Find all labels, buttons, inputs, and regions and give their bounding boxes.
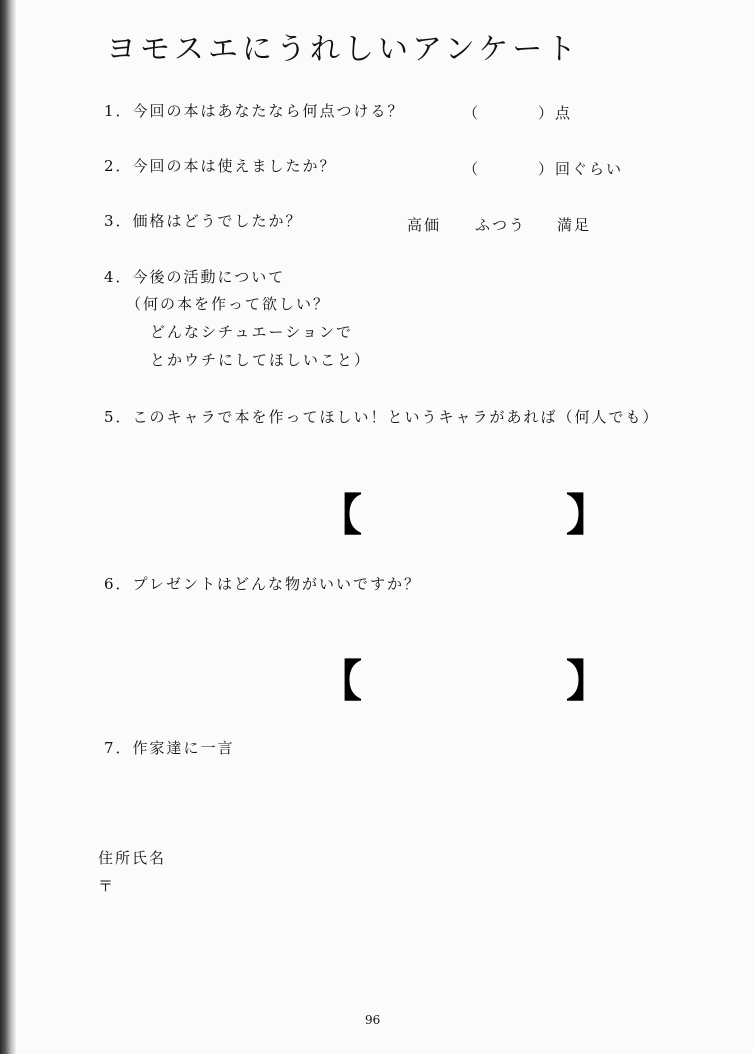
question-3-text: 価格はどうでしたか？: [132, 212, 303, 230]
question-1-text: 今回の本はあなたなら何点つける？: [132, 102, 405, 120]
price-option-satisfied[interactable]: 満足: [557, 216, 592, 234]
answer-6-open-bracket: 【: [318, 656, 362, 707]
question-5-number: 5．: [104, 408, 133, 426]
question-5-text: このキャラで本を作ってほしい！というキャラがあれば（何人でも）: [132, 408, 660, 426]
answer-5-close-bracket: 】: [566, 490, 610, 541]
question-1-close-label: ）点: [538, 104, 573, 122]
question-2-open-paren: （: [463, 160, 481, 178]
question-4-sub-line-1: （何の本を作って欲しい？: [126, 295, 331, 313]
question-4: [104, 270, 285, 285]
question-1-open-paren: （: [463, 104, 481, 122]
address-label: 住所氏名: [98, 849, 167, 867]
question-6-number: 6．: [104, 575, 133, 593]
question-1: [104, 104, 405, 119]
question-2-number: 2．: [104, 157, 133, 175]
question-3-number: 3．: [104, 212, 133, 230]
price-option-normal[interactable]: ふつう: [475, 216, 527, 234]
question-2-text: 今回の本は使えましたか？: [132, 157, 337, 175]
book-binding-shadow: [0, 0, 16, 1054]
postal-mark: 〒: [98, 877, 116, 895]
question-7: [104, 741, 235, 756]
question-2: [104, 159, 337, 174]
question-6-text: プレゼントはどんな物がいいですか？: [132, 575, 421, 593]
price-option-expensive[interactable]: 高価: [407, 216, 442, 234]
question-4-number: 4．: [104, 268, 133, 286]
question-2-close-label: ）回ぐらい: [538, 160, 624, 178]
page-title: ヨモスエにうれしいアンケート: [106, 32, 581, 67]
question-4-sub-line-3: とかウチにしてほしいこと）: [150, 351, 372, 369]
answer-6-close-bracket: 】: [566, 656, 610, 707]
question-1-number: 1．: [104, 102, 133, 120]
question-5: [104, 410, 660, 425]
question-4-sub-line-2: どんなシチュエーションで: [150, 323, 353, 341]
question-6: [104, 577, 421, 592]
question-3: [104, 214, 303, 229]
question-7-text: 作家達に一言: [132, 739, 235, 757]
question-7-number: 7．: [104, 739, 133, 757]
page-number: 96: [365, 1013, 381, 1027]
answer-5-open-bracket: 【: [318, 490, 362, 541]
question-4-text: 今後の活動について: [132, 268, 286, 286]
